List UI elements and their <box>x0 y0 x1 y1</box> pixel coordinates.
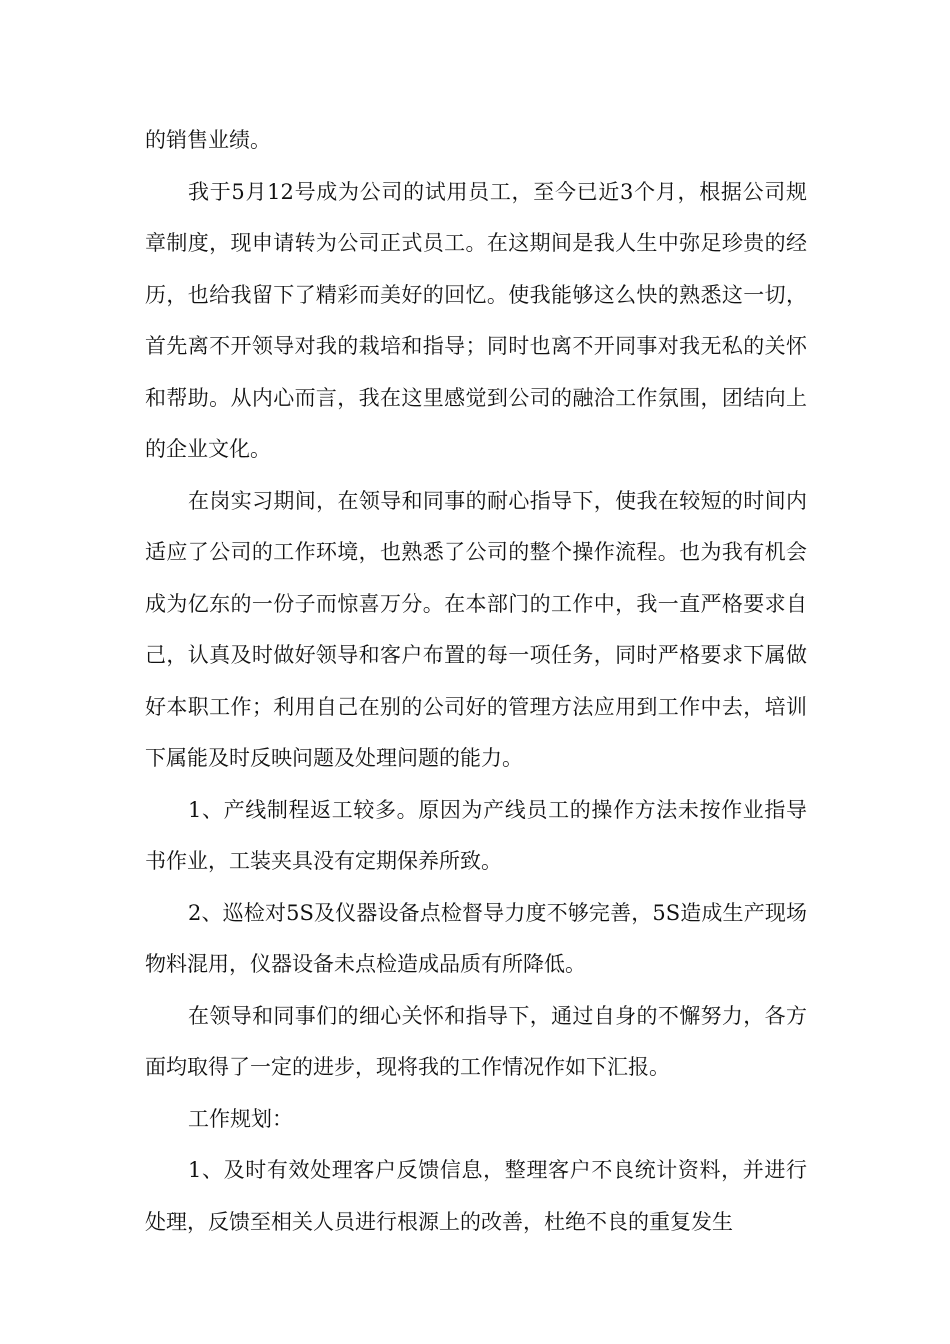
paragraph-internship: 在岗实习期间，在领导和同事的耐心指导下，使我在较短的时间内适应了公司的工作环境，也熟悉了公司的整个操作流程。也为我有机会成为亿东的一份子而惊喜万分。在本部门的工作中，我一直严格要求自己，认真及时做好领导和客户布置的每一项任务，同时严格要求下属做好本职工作；利用自己在别的公司好的管理方法应用到工作中去，培训下属能及时反映问题及处理问题的能力。 <box>145 488 807 770</box>
paragraph-plan-1: 1、及时有效处理客户反馈信息，整理客户不良统计资料，并进行处理，反馈至相关人员进行根源上的改善，杜绝不良的重复发生 <box>145 1158 807 1234</box>
paragraph-continuation: 的销售业绩。 <box>145 128 271 152</box>
document-page <box>145 115 807 1248</box>
section-heading-work-plan: 工作规划： <box>188 1106 293 1131</box>
paragraph-progress: 在领导和同事们的细心关怀和指导下，通过自身的不懈努力，各方面均取得了一定的进步，现将我的工作情况作如下汇报。 <box>145 1003 807 1079</box>
paragraph-probation-intro: 我于5月12号成为公司的试用员工，至今已近3个月，根据公司规章制度，现申请转为公司正式员工。在这期间是我人生中弥足珍贵的经历，也给我留下了精彩而美好的回忆。使我能够这么快的熟悉这一切，首先离不开领导对我的栽培和指导；同时也离不开同事对我无私的关怀和帮助。从内心而言，我在这里感觉到公司的融洽工作氛围，团结向上的企业文化。 <box>145 179 807 461</box>
paragraph-issue-2: 2、巡检对5S及仪器设备点检督导力度不够完善，5S造成生产现场物料混用，仪器设备未点检造成品质有所降低。 <box>145 900 807 976</box>
paragraph-issue-1: 1、产线制程返工较多。原因为产线员工的操作方法未按作业指导书作业，工装夹具没有定期保养所致。 <box>145 797 807 873</box>
